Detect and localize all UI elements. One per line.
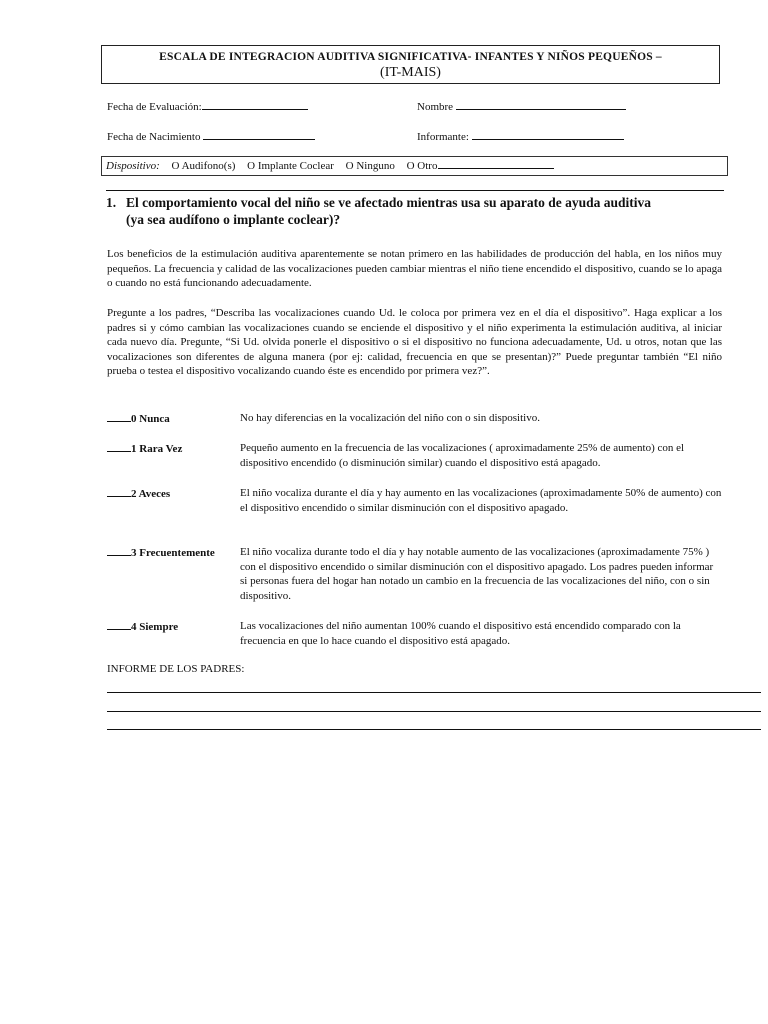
fecha-nacimiento-field[interactable] <box>107 129 315 144</box>
parent-report-label: INFORME DE LOS PADRES: <box>107 663 245 675</box>
device-option-otro[interactable]: O Otro <box>406 160 438 172</box>
fecha-evaluacion-label: Fecha de Evaluación: <box>107 101 202 113</box>
nombre-blank[interactable] <box>456 99 626 110</box>
scale-blank[interactable] <box>107 411 131 422</box>
scale-blank[interactable] <box>107 486 131 497</box>
informante-field[interactable] <box>417 129 624 144</box>
scale-blank[interactable] <box>107 619 131 630</box>
scale-label: 2 Aveces <box>131 488 171 500</box>
report-line-2[interactable] <box>107 711 761 712</box>
report-line-1[interactable] <box>107 692 761 693</box>
question-text-line2: (ya sea audífono o implante coclear)? <box>126 212 341 227</box>
question-1 <box>106 194 726 228</box>
scale-description: Pequeño aumento en la frecuencia de las vocalizaciones ( aproximadamente 25% de aumento) con el dispositivo encendido (o disminución similar) cuando el dispositivo está apagado. <box>240 442 685 469</box>
form-subtitle: (IT-MAIS) <box>380 65 441 80</box>
device-label: Dispositivo: <box>106 160 160 172</box>
device-option-audifono[interactable]: O Audifono(s) <box>171 160 236 172</box>
instructions-paragraph: Pregunte a los padres, “Describa las vocalizaciones cuando Ud. le coloca por primera vez en el día el dispositivo”. Haga explicar a los padres si y cómo cambian las vocalizaciones cuando se enciende el dispositivo y el niño experimenta la estimulación auditiva, al iniciar cada nuevo día. Pregunte, “Si Ud. olvida ponerle el dispositivo o si el dispositivo no funciona adecuadamente, Ud. u otros, notan que las vocalizaciones son diferentes de alguna manera (por ej: calidad, frecuencia en que se presentan)?” Puede preguntar también “El niño prueba o testea el dispositivo vocalizando cuando éste es encendido por primera vez?”. <box>107 307 722 377</box>
fecha-nacimiento-label: Fecha de Nacimiento <box>107 131 201 143</box>
question-number: 1. <box>106 195 117 210</box>
title-box <box>101 45 720 84</box>
scale-description: Las vocalizaciones del niño aumentan 100% cuando el dispositivo está encendido comparado con la frecuencia en que lo hace cuando el dispositivo está apagado. <box>240 620 681 647</box>
scale-blank[interactable] <box>107 441 131 452</box>
nombre-field[interactable] <box>417 99 626 114</box>
fecha-nacimiento-blank[interactable] <box>203 129 315 140</box>
device-otro-blank[interactable] <box>438 157 554 169</box>
device-selector <box>101 156 728 176</box>
fecha-evaluacion-blank[interactable] <box>202 99 308 110</box>
device-option-ninguno[interactable]: O Ninguno <box>345 160 395 172</box>
scale-description: No hay diferencias en la vocalización del niño con o sin dispositivo. <box>240 412 540 424</box>
scale-label: 0 Nunca <box>131 413 170 425</box>
scale-description: El niño vocaliza durante el día y hay aumento en las vocalizaciones (aproximadamente 50% de aumento) con el dispositivo encendido o similar disminución con el dispositivo apagado. <box>240 487 722 514</box>
scale-label: 1 Rara Vez <box>131 443 183 455</box>
device-option-implante[interactable]: O Implante Coclear <box>247 160 334 172</box>
scale-label: 4 Siempre <box>131 621 179 633</box>
section-divider <box>106 190 724 191</box>
scale-label: 3 Frecuentemente <box>131 547 215 559</box>
form-title: ESCALA DE INTEGRACION AUDITIVA SIGNIFICATIVA- INFANTES Y NIÑOS PEQUEÑOS – <box>159 51 662 63</box>
scale-blank[interactable] <box>107 545 131 556</box>
report-line-3[interactable] <box>107 729 761 730</box>
question-text-line1: El comportamiento vocal del niño se ve afectado mientras usa su aparato de ayuda auditiva <box>126 195 651 210</box>
informante-label: Informante: <box>417 131 469 143</box>
nombre-label: Nombre <box>417 101 454 113</box>
scale-description: El niño vocaliza durante todo el día y hay notable aumento de las vocalizaciones (aproximadamente 75% ) con el dispositivo encendido o similar disminución con el dispositivo apagado. Los padres pueden informar si personas fuera del hogar han notado un cambio en la frecuencia de las vocalizaciones del niño, con o sin dispositivo. <box>240 546 714 602</box>
intro-paragraph: Los beneficios de la estimulación auditiva aparentemente se notan primero en las habilidades de producción del habla, en los niños muy pequeños. La frecuencia y calidad de las vocalizaciones pueden cambiar mientras el niño tiene encendido el dispositivo, cuando se lo apaga o cuando no está funcionando adecuadamente. <box>107 248 722 289</box>
informante-blank[interactable] <box>472 129 624 140</box>
fecha-evaluacion-field[interactable] <box>107 99 308 114</box>
